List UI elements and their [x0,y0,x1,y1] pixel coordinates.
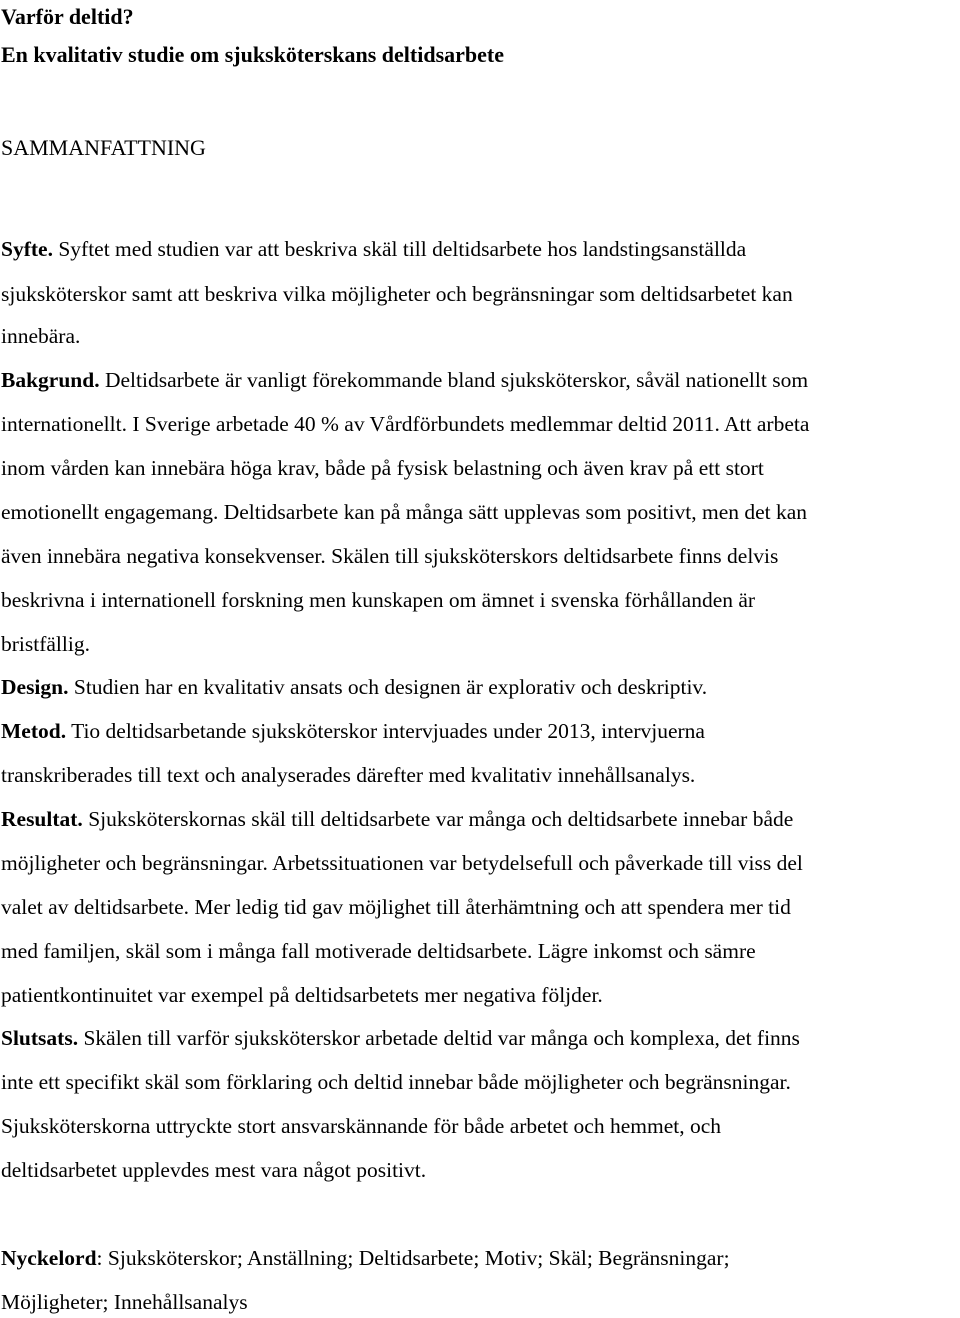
line-text: Deltidsarbete är vanligt förekommande bland sjuksköterskor, såväl nationellt som [99,368,809,392]
line-label: Bakgrund. [1,368,100,392]
text-line [1,281,793,307]
line-text: Syftet med studien var att beskriva skäl till deltidsarbete hos landstingsanställda [52,237,747,261]
line-label: Design. [1,675,69,699]
title-line-2: En kvalitativ studie om sjuksköterskans deltidsarbete [1,42,505,67]
text-line [1,806,793,832]
text-line [1,1113,721,1139]
line-text: emotionellt engagemang. Deltidsarbete kan på många sätt upplevas som positivt, men det kan [1,500,808,524]
line-label: Resultat. [1,807,83,831]
text-line [1,631,90,657]
title-line-1: Varför deltid? [1,4,134,29]
text-line [1,850,803,876]
keywords-line [1,1245,730,1271]
text-line [1,762,695,788]
line-text: : Sjuksköterskor; Anställning; Deltidsarbete; Motiv; Skäl; Begränsningar; [96,1246,730,1270]
text-line [1,411,809,437]
text-line [1,236,746,262]
line-text: internationellt. I Sverige arbetade 40 % av Vårdförbundets medlemmar deltid 2011. Att arbeta [1,412,810,436]
text-line [1,455,764,481]
line-text: patientkontinuitet var exempel på deltidsarbetets mer negativa följder. [1,983,603,1007]
line-text: bristfällig. [1,632,90,656]
keywords-label: Nyckelord [1,1246,97,1270]
line-text: Studien har en kvalitativ ansats och designen är explorativ och deskriptiv. [68,675,708,699]
line-text: Sjuksköterskorna uttryckte stort ansvarskännande för både arbetet och hemmet, och [1,1114,722,1138]
line-text: inom vården kan innebära höga krav, både på fysisk belastning och även krav på ett stort [1,456,764,480]
text-line [1,1157,426,1183]
line-label: Metod. [1,719,67,743]
line-text: beskrivna i internationell forskning men kunskapen om ämnet i svenska förhållanden är [1,588,756,612]
line-text: sjuksköterskor samt att beskriva vilka möjligheter och begränsningar som deltidsarbetet kan [1,282,793,306]
line-text: Tio deltidsarbetande sjuksköterskor intervjuades under 2013, intervjuerna [66,719,705,743]
line-text: Sjuksköterskornas skäl till deltidsarbete var många och deltidsarbete innebar både [82,807,794,831]
keywords-line [1,1289,248,1315]
line-text: valet av deltidsarbete. Mer ledig tid gav möjlighet till återhämtning och att spendera mer tid [1,895,791,919]
text-line [1,587,755,613]
text-line [1,543,778,569]
text-line [1,894,791,920]
text-line [1,323,80,349]
line-text: inte ett specifikt skäl som förklaring och deltid innebar både möjligheter och begränsningar. [1,1070,791,1094]
line-text: med familjen, skäl som i många fall motiverade deltidsarbete. Lägre inkomst och sämre [1,939,756,963]
text-line [1,718,705,744]
line-text: även innebära negativa konsekvenser. Skälen till sjuksköterskors deltidsarbete finns delvis [1,544,779,568]
text-line [1,367,808,393]
line-text: möjligheter och begränsningar. Arbetssituationen var betydelsefull och påverkade till viss del [1,851,803,875]
line-text: Möjligheter; Innehållsanalys [1,1290,248,1314]
text-line [1,982,603,1008]
text-line [1,1025,800,1051]
text-line [1,674,707,700]
line-text: innebära. [1,324,81,348]
line-text: transkriberades till text och analyserades därefter med kvalitativ innehållsanalys. [1,763,696,787]
line-label: Slutsats. [1,1026,79,1050]
text-line [1,1069,791,1095]
line-text: Skälen till varför sjuksköterskor arbetade deltid var många och komplexa, det finns [78,1026,800,1050]
line-label: Syfte. [1,237,53,261]
line-text: deltidsarbetet upplevdes mest vara något positivt. [1,1158,427,1182]
section-heading: SAMMANFATTNING [1,135,206,160]
text-line [1,499,807,525]
text-line [1,938,756,964]
